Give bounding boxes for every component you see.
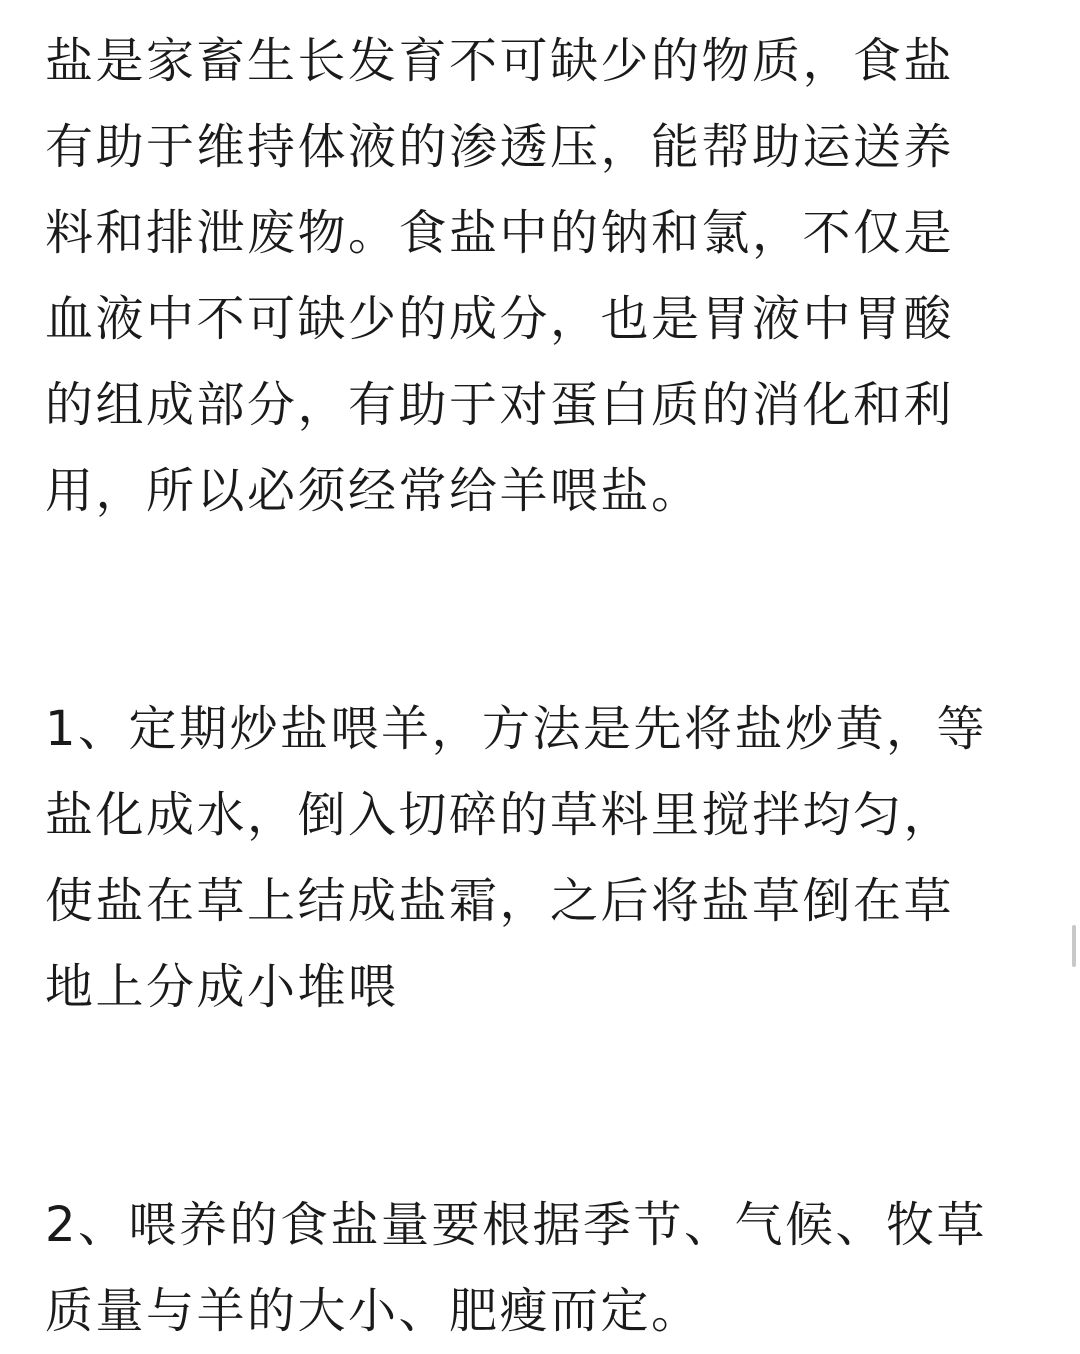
paragraph-line: 血液中不可缺少的成分，也是胃液中胃酸 (45, 291, 955, 347)
point-2-paragraph (45, 1182, 1037, 1354)
paragraph-spacer (45, 1030, 1037, 1182)
scroll-indicator[interactable] (1072, 925, 1076, 967)
paragraph-line: 盐化成水，倒入切碎的草料里搅拌均匀， (45, 787, 955, 843)
paragraph-line: 有助于维持体液的渗透压，能帮助运送养 (45, 119, 955, 175)
paragraph-spacer (45, 534, 1037, 686)
intro-paragraph (45, 18, 1037, 534)
paragraph-line: 质量与羊的大小、肥瘦而定。 (45, 1283, 702, 1339)
paragraph-line: 2、喂养的食盐量要根据季节、气候、牧草 (45, 1197, 988, 1253)
paragraph-line: 使盐在草上结成盐霜，之后将盐草倒在草 (45, 873, 955, 929)
article-body (45, 18, 1037, 1354)
paragraph-line: 用，所以必须经常给羊喂盐。 (45, 463, 702, 519)
paragraph-line: 地上分成小堆喂 (45, 959, 399, 1015)
paragraph-line: 料和排泄废物。食盐中的钠和氯，不仅是 (45, 205, 955, 261)
paragraph-line: 的组成部分，有助于对蛋白质的消化和利 (45, 377, 955, 433)
point-1-paragraph (45, 686, 1037, 1030)
paragraph-line: 1、定期炒盐喂羊，方法是先将盐炒黄，等 (45, 701, 988, 757)
paragraph-line: 盐是家畜生长发育不可缺少的物质，食盐 (45, 33, 955, 89)
